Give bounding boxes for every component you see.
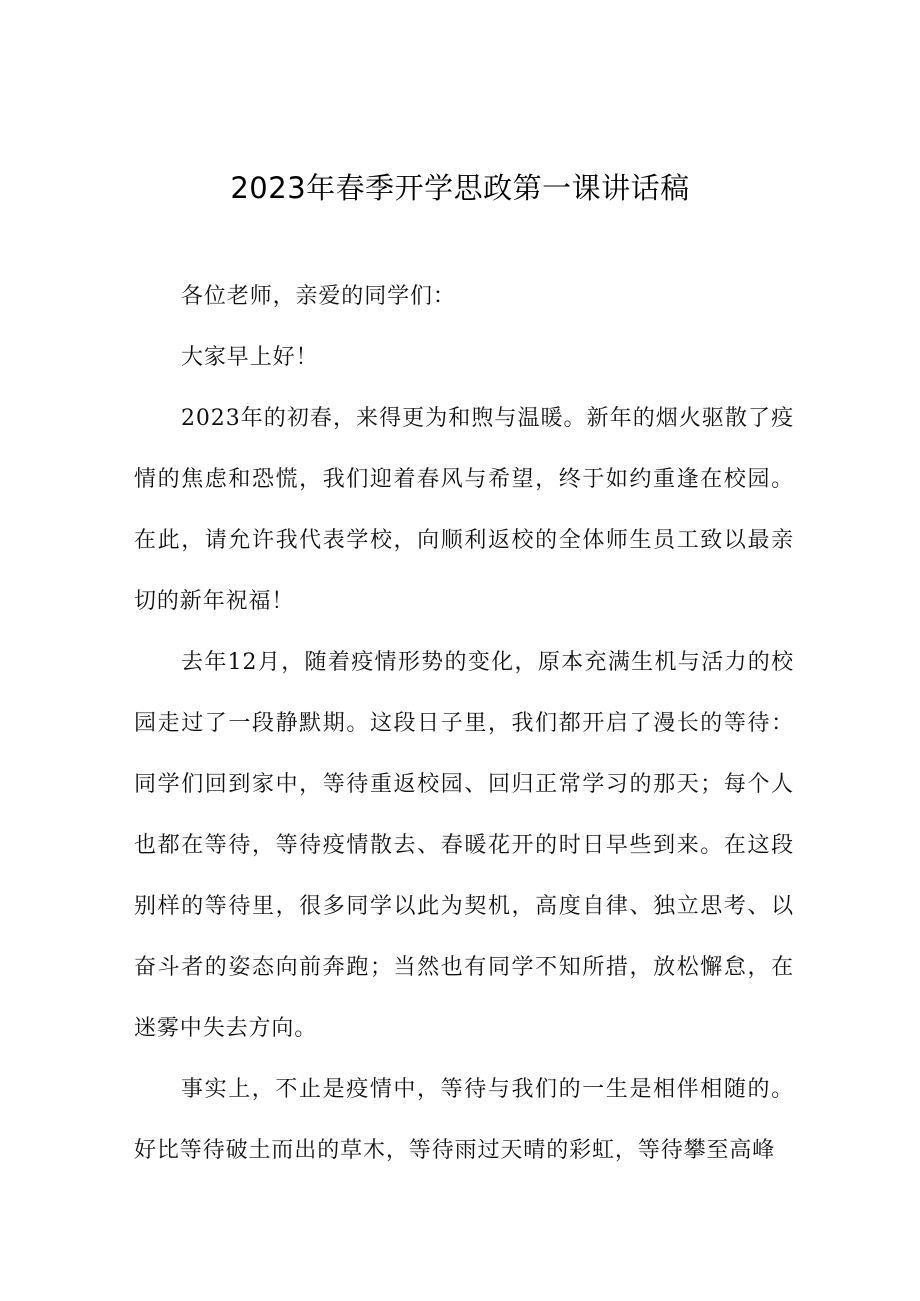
paragraph: 事实上，不止是疫情中，等待与我们的一生是相伴相随的。好比等待破土而出的草木，等待雨过天晴的彩虹，等待攀至高峰 xyxy=(134,1077,794,1163)
greeting: 大家早上好！ xyxy=(181,345,319,370)
document-body xyxy=(134,266,794,1181)
salutation: 各位老师，亲爱的同学们： xyxy=(181,284,456,309)
paragraph: 去年12月，随着疫情形势的变化，原本充满生机与活力的校园走过了一段静默期。这段日子里，我们都开启了漫长的等待：同学们回到家中，等待重返校园、回归正常学习的那天；每个人也都在等待，等待疫情散去、春暖花开的时日早些到来。在这段别样的等待里，很多同学以此为契机，高度自律、独立思考、以奋斗者的姿态向前奔跑；当然也有同学不知所措，放松懈怠，在迷雾中失去方向。 xyxy=(134,650,794,1041)
document-title: 2023年春季开学思政第一课讲话稿 xyxy=(230,171,690,205)
paragraph: 2023年的初春，来得更为和煦与温暖。新年的烟火驱散了疫情的焦虑和恐慌，我们迎着春风与希望，终于如约重逢在校园。在此，请允许我代表学校，向顺利返校的全体师生员工致以最亲切的新年祝福！ xyxy=(134,406,794,614)
